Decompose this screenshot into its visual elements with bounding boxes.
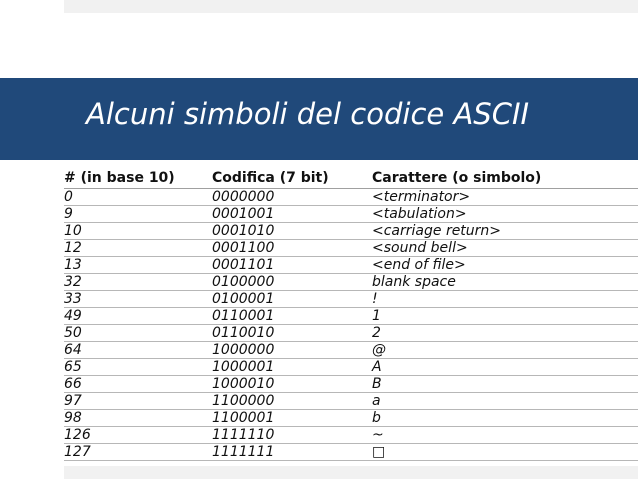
cell-character: ~	[372, 427, 638, 444]
ascii-table	[64, 168, 638, 461]
cell-character: 1	[372, 308, 638, 325]
cell-character: <end of file>	[372, 257, 638, 274]
cell-encoding: 1111110	[212, 427, 372, 444]
table-row	[64, 308, 638, 325]
table-row	[64, 291, 638, 308]
table-row	[64, 189, 638, 206]
cell-encoding: 0000000	[212, 189, 372, 206]
cell-encoding: 1100001	[212, 410, 372, 427]
cell-encoding: 0001101	[212, 257, 372, 274]
table-header-row	[64, 168, 638, 189]
table-row	[64, 325, 638, 342]
table-row	[64, 427, 638, 444]
cell-decimal: 66	[64, 376, 212, 393]
cell-character: A	[372, 359, 638, 376]
cell-decimal: 12	[64, 240, 212, 257]
cell-decimal: 127	[64, 444, 212, 461]
cell-character: <tabulation>	[372, 206, 638, 223]
cell-decimal: 64	[64, 342, 212, 359]
bottom-decorative-band	[64, 466, 638, 479]
table-row	[64, 257, 638, 274]
table-row	[64, 359, 638, 376]
cell-character: 2	[372, 325, 638, 342]
table-row	[64, 410, 638, 427]
cell-encoding: 1000000	[212, 342, 372, 359]
cell-decimal: 33	[64, 291, 212, 308]
cell-character: □	[372, 444, 638, 461]
cell-decimal: 126	[64, 427, 212, 444]
header-encoding: Codifica (7 bit)	[212, 168, 372, 189]
cell-encoding: 0100000	[212, 274, 372, 291]
table-row	[64, 444, 638, 461]
cell-decimal: 32	[64, 274, 212, 291]
cell-decimal: 49	[64, 308, 212, 325]
header-decimal: # (in base 10)	[64, 168, 212, 189]
header-character: Carattere (o simbolo)	[372, 168, 638, 189]
cell-encoding: 1000001	[212, 359, 372, 376]
cell-character: <terminator>	[372, 189, 638, 206]
cell-encoding: 0001001	[212, 206, 372, 223]
cell-encoding: 0110010	[212, 325, 372, 342]
cell-character: blank space	[372, 274, 638, 291]
cell-character: <carriage return>	[372, 223, 638, 240]
cell-decimal: 0	[64, 189, 212, 206]
cell-character: !	[372, 291, 638, 308]
cell-encoding: 0001100	[212, 240, 372, 257]
cell-encoding: 0100001	[212, 291, 372, 308]
cell-encoding: 1000010	[212, 376, 372, 393]
cell-character: a	[372, 393, 638, 410]
cell-encoding: 0110001	[212, 308, 372, 325]
cell-encoding: 1100000	[212, 393, 372, 410]
cell-decimal: 98	[64, 410, 212, 427]
cell-character: <sound bell>	[372, 240, 638, 257]
cell-decimal: 13	[64, 257, 212, 274]
cell-encoding: 0001010	[212, 223, 372, 240]
slide-title: Alcuni simboli del codice ASCII	[86, 97, 530, 131]
table-row	[64, 342, 638, 359]
cell-decimal: 9	[64, 206, 212, 223]
table-row	[64, 206, 638, 223]
cell-decimal: 65	[64, 359, 212, 376]
cell-decimal: 97	[64, 393, 212, 410]
table-row	[64, 223, 638, 240]
title-bar	[0, 78, 638, 160]
cell-decimal: 50	[64, 325, 212, 342]
table-row	[64, 393, 638, 410]
cell-character: B	[372, 376, 638, 393]
table-row	[64, 274, 638, 291]
table-row	[64, 376, 638, 393]
cell-character: @	[372, 342, 638, 359]
cell-encoding: 1111111	[212, 444, 372, 461]
top-decorative-band	[64, 0, 638, 13]
table-row	[64, 240, 638, 257]
cell-decimal: 10	[64, 223, 212, 240]
cell-character: b	[372, 410, 638, 427]
